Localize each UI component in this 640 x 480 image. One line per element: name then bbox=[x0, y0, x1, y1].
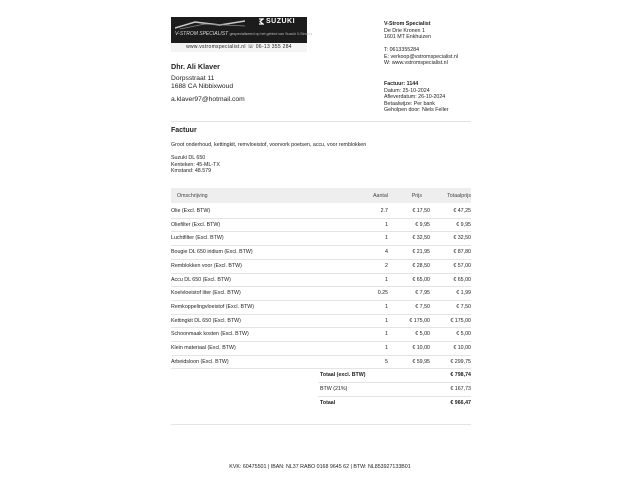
row-description: Oliefilter (Excl. BTW) bbox=[171, 221, 221, 228]
row-description: Schoonmaak kosten (Excl. BTW) bbox=[171, 331, 249, 338]
row-total: € 57,00 bbox=[453, 262, 471, 269]
row-total: € 9,95 bbox=[456, 221, 471, 228]
row-total: € 175,00 bbox=[450, 317, 471, 324]
row-quantity: 1 bbox=[385, 331, 388, 338]
row-separator bbox=[171, 368, 471, 369]
row-quantity: 1 bbox=[385, 345, 388, 351]
row-description: Arbeidsloon (Excl. BTW) bbox=[171, 358, 229, 365]
row-separator bbox=[171, 327, 471, 328]
row-total: € 1,99 bbox=[456, 290, 471, 297]
row-price: € 7,95 bbox=[415, 290, 430, 297]
row-price: € 28,50 bbox=[412, 262, 430, 269]
row-total: € 87,80 bbox=[453, 249, 471, 256]
subtotal-label: Totaal (excl. BTW) bbox=[320, 372, 366, 378]
suzuki-emblem-icon bbox=[258, 18, 264, 25]
row-price: € 21,95 bbox=[412, 249, 430, 256]
col-header-total: Totaalprijs bbox=[447, 193, 471, 199]
row-price: € 7,50 bbox=[415, 303, 430, 310]
vehicle-info bbox=[171, 155, 220, 175]
row-quantity: 1 bbox=[385, 276, 388, 283]
row-description: Accu DL 650 (Excl. BTW) bbox=[171, 276, 231, 283]
row-separator bbox=[171, 300, 471, 301]
row-separator bbox=[171, 355, 471, 356]
totals-separator bbox=[318, 382, 471, 383]
logo-stripe-graphic bbox=[175, 20, 245, 30]
row-price: € 65,00 bbox=[412, 276, 430, 283]
row-price: € 17,50 bbox=[412, 208, 430, 214]
col-header-quantity: Aantal bbox=[372, 193, 388, 199]
row-separator bbox=[171, 341, 471, 342]
logo-brand: SUZUKI bbox=[266, 18, 296, 25]
subtotal-value: € 798,74 bbox=[450, 372, 471, 378]
invoice-date: Datum: 25-10-2024 bbox=[384, 87, 430, 94]
row-description: Olie (Excl. BTW) bbox=[171, 208, 211, 214]
company-email: E: verkoop@vstromspecialist.nl bbox=[384, 53, 458, 60]
row-quantity: 2.7 bbox=[380, 208, 388, 214]
row-description: Bougie DL 650 iridium (Excl. BTW) bbox=[171, 249, 253, 256]
vat-value: € 167,73 bbox=[450, 386, 471, 392]
row-description: Kettingkit DL 650 (Excl. BTW) bbox=[171, 317, 241, 324]
row-total: € 32,50 bbox=[453, 235, 471, 242]
vehicle-plate: Kenteken: 45-ML-TX bbox=[171, 161, 220, 168]
row-price: € 5,00 bbox=[415, 331, 430, 338]
row-total: € 5,00 bbox=[456, 331, 471, 338]
invoice-description: Groot onderhoud, kettingkit, remvloeistof, voorvork poetsen, accu, voor remblokken bbox=[171, 142, 367, 148]
company-info bbox=[384, 21, 458, 67]
row-quantity: 4 bbox=[385, 249, 388, 256]
row-quantity: 1 bbox=[385, 235, 388, 242]
row-separator bbox=[171, 286, 471, 287]
customer-email: a.klaver97@hotmail.com bbox=[171, 96, 245, 103]
customer-address bbox=[171, 75, 233, 91]
row-total: € 7,50 bbox=[456, 303, 471, 310]
logo-script: V-STROM SPECIALIST gespecialiseerd op het gebied van Suzuki V-Strom's bbox=[175, 31, 313, 37]
totals-separator bbox=[318, 396, 471, 397]
invoice-meta bbox=[384, 81, 448, 114]
vehicle-km: Kmstand: 48.579 bbox=[171, 168, 212, 174]
row-total: € 65,00 bbox=[453, 276, 471, 283]
row-total: € 10,00 bbox=[453, 345, 471, 351]
row-separator bbox=[171, 231, 471, 232]
row-price: € 9,95 bbox=[415, 221, 430, 228]
row-separator bbox=[171, 273, 471, 274]
row-separator bbox=[171, 314, 471, 315]
row-description: Luchtfilter (Excl. BTW) bbox=[171, 235, 224, 242]
payment-method: Betaalwijze: Per bank bbox=[384, 100, 435, 107]
vehicle-model: Suzuki DL 650 bbox=[171, 155, 206, 161]
delivery-date: Afleverdatum: 26-10-2024 bbox=[384, 94, 446, 100]
company-city: 1601 MT Enkhuizen bbox=[384, 34, 432, 40]
row-separator bbox=[171, 218, 471, 219]
table-bottom-separator bbox=[171, 424, 471, 425]
customer-name: Dhr. Ali Klaver bbox=[171, 62, 220, 71]
customer-city: 1688 CA Nibbixwoud bbox=[171, 83, 234, 90]
vat-label: BTW (21%) bbox=[320, 386, 348, 392]
company-street: De Drie Kronen 1 bbox=[384, 27, 425, 34]
company-web: W: www.vstromspecialist.nl bbox=[384, 60, 448, 66]
row-price: € 32,50 bbox=[412, 235, 430, 242]
logo-contact-line: www.vstromspecialist.nl ☏ 06-13 355 284 bbox=[171, 43, 307, 52]
invoice-number: Factuur: 1144 bbox=[384, 81, 419, 87]
row-description: Koelvloeistof liter (Excl. BTW) bbox=[171, 290, 241, 297]
row-quantity: 1 bbox=[385, 303, 388, 310]
company-phone: T: 0613355284 bbox=[384, 47, 420, 53]
grand-total-label: Totaal bbox=[320, 400, 336, 406]
helped-by: Geholpen door: Niels Feller bbox=[384, 107, 449, 113]
row-quantity: 2 bbox=[385, 262, 388, 269]
row-total: € 299,75 bbox=[450, 358, 471, 365]
col-header-description: Omschrijving bbox=[177, 193, 208, 199]
section-title: Factuur bbox=[171, 127, 197, 134]
grand-total-value: € 966,47 bbox=[450, 400, 471, 406]
row-price: € 59,95 bbox=[412, 358, 430, 365]
row-quantity: 1 bbox=[385, 317, 388, 324]
row-separator bbox=[171, 259, 471, 260]
row-quantity: 0.25 bbox=[377, 290, 388, 297]
row-price: € 10,00 bbox=[412, 345, 430, 351]
customer-street: Dorpsstraat 11 bbox=[171, 75, 215, 82]
row-quantity: 1 bbox=[385, 221, 388, 228]
row-total: € 47,25 bbox=[453, 208, 471, 214]
row-description: Remblokken voor (Excl. BTW) bbox=[171, 262, 242, 269]
footer-company-details: KVK: 60475501 | IBAN: NL37 RABO 0168 9645 62 | BTW: NL853927133B01 bbox=[229, 464, 411, 470]
col-header-price: Prijs bbox=[411, 193, 422, 199]
row-description: Remkoppelingvloeistof (Excl. BTW) bbox=[171, 303, 255, 310]
row-price: € 175,00 bbox=[409, 317, 430, 324]
row-quantity: 5 bbox=[385, 358, 388, 365]
row-separator bbox=[171, 245, 471, 246]
row-description: Klein materiaal (Excl. BTW) bbox=[171, 345, 236, 351]
company-name: V-Strom Specialist bbox=[384, 21, 431, 27]
separator bbox=[171, 121, 471, 122]
